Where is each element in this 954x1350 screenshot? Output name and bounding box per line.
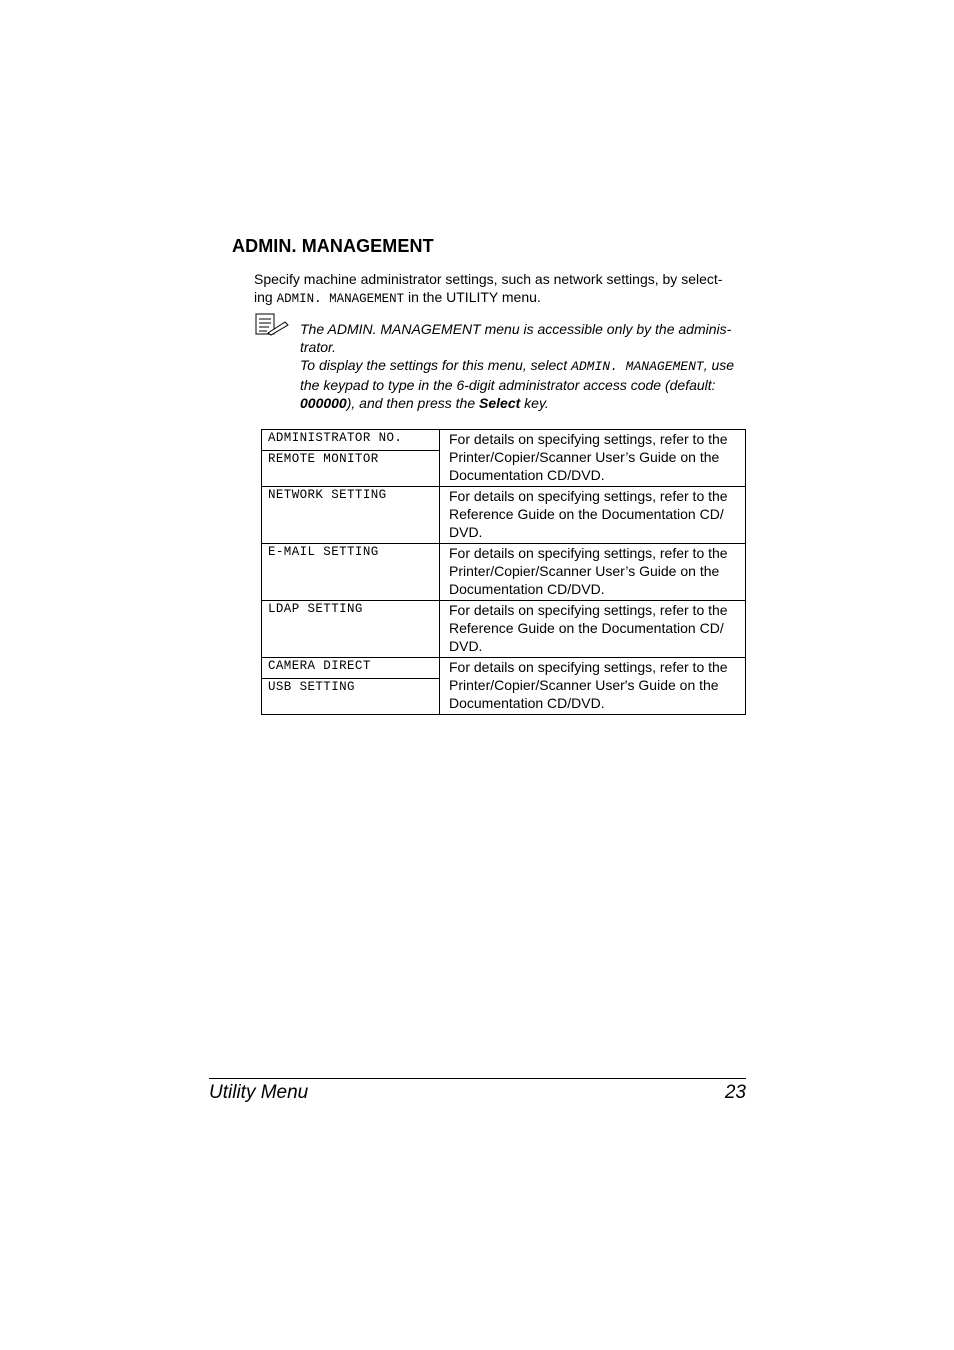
note-line-2: To display the settings for this menu, select ADMIN. MANAGEMENT, use the keypad to type in the 6-digit administrator access code (default: 000000), and then press the Select key. [300,357,735,411]
footer-divider [209,1078,746,1079]
table-row [262,658,746,679]
intro-text-c: in the UTILITY menu. [404,289,541,305]
note-line-1: The ADMIN. MANAGEMENT menu is accessible only by the adminis-trator. [300,321,732,355]
table-row [262,544,746,601]
note-pencil-icon [254,313,290,337]
table-row [262,601,746,658]
table-row [262,430,746,451]
footer-chapter-title: Utility Menu [209,1082,309,1103]
setting-name: LDAP SETTING [262,601,440,658]
setting-description: For details on specifying settings, refer to the Reference Guide on the Documentation CD/ DVD. [440,601,746,658]
intro-paragraph [254,270,746,308]
setting-name: REMOTE MONITOR [262,451,440,487]
section-title: ADMIN. MANAGEMENT [232,236,434,256]
setting-name: E-MAIL SETTING [262,544,440,601]
setting-description: For details on specifying settings, refer to the Printer/Copier/Scanner User's Guide on the Documentation CD/DVD. [440,658,746,715]
intro-text-b: ing [254,289,277,305]
table-row [262,487,746,544]
note-text [300,320,748,412]
intro-menu-name: ADMIN. MANAGEMENT [276,292,405,306]
intro-text-a: Specify machine administrator settings, such as network settings, by select- [254,271,723,287]
setting-description: For details on specifying settings, refer to the Reference Guide on the Documentation CD/ DVD. [440,487,746,544]
setting-name: NETWORK SETTING [262,487,440,544]
note-menu-name: ADMIN. MANAGEMENT [571,359,704,374]
note-select-key: Select [479,395,521,411]
setting-description: For details on specifying settings, refer to the Printer/Copier/Scanner User’s Guide on the Documentation CD/DVD. [440,544,746,601]
settings-table [261,429,746,715]
page-number: 23 [724,1082,746,1103]
setting-name: ADMINISTRATOR NO. [262,430,440,451]
setting-description: For details on specifying settings, refer to the Printer/Copier/Scanner User’s Guide on the Documentation CD/DVD. [440,430,746,487]
setting-name: USB SETTING [262,679,440,715]
note-default-code: 000000 [300,395,347,411]
setting-name: CAMERA DIRECT [262,658,440,679]
